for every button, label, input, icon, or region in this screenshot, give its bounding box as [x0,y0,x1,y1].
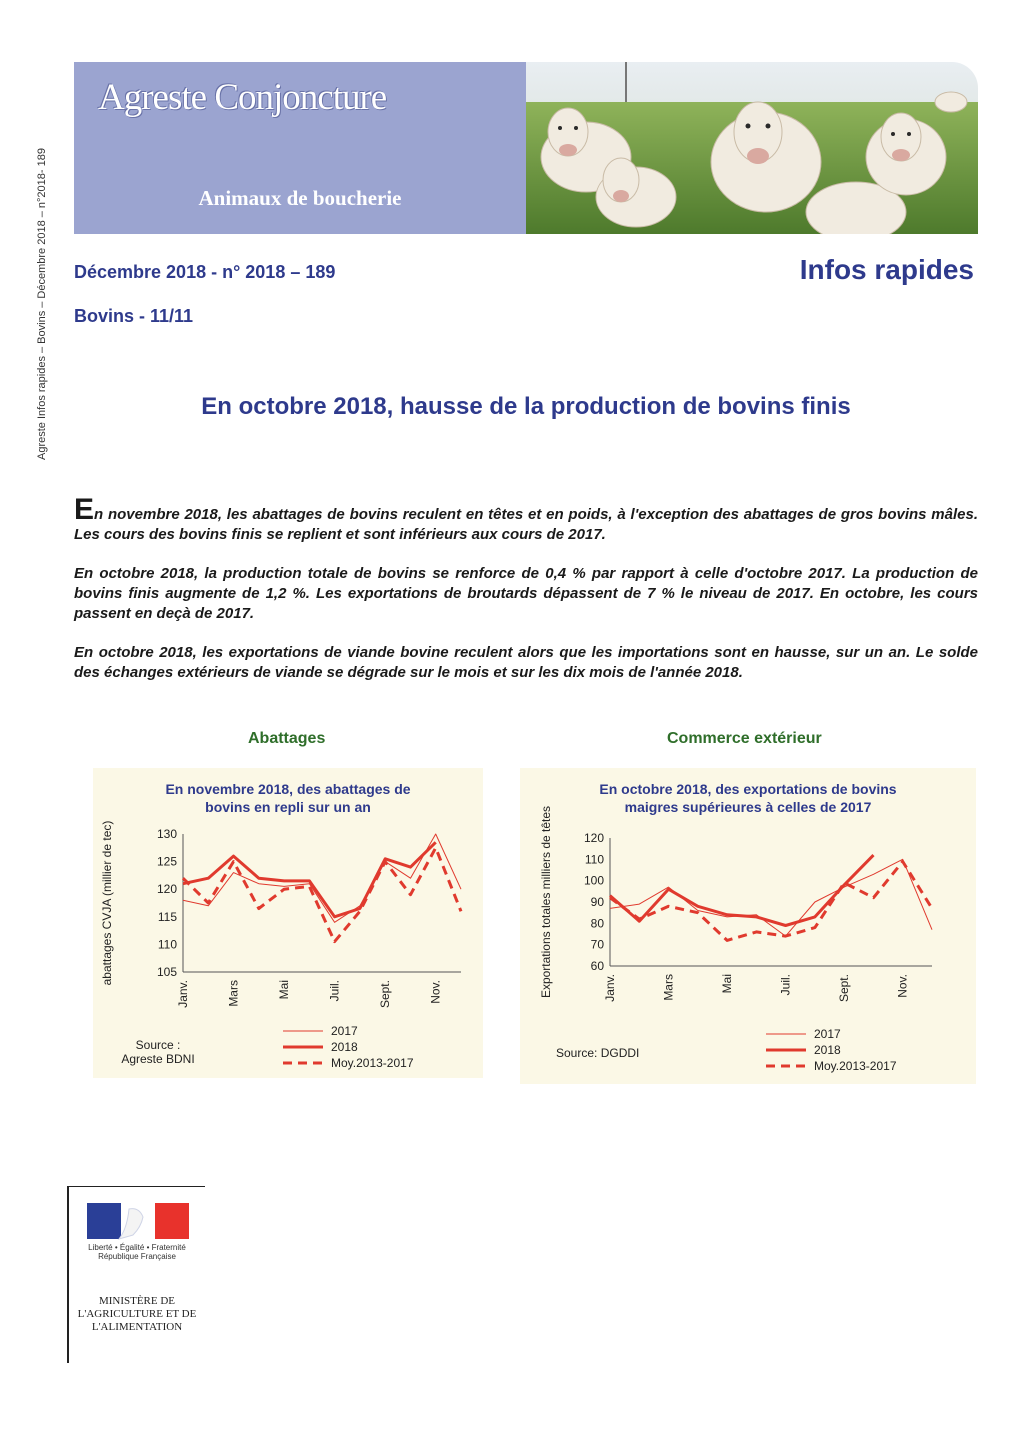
x-tick-label: Sept. [837,974,852,1003]
publication-label: Infos rapides [799,254,974,285]
y-tick-label: 80 [590,916,604,931]
legend-label: 2017 [331,1024,358,1038]
side-running-title: Agreste Infos rapides – Bovins – Décembre 2018 – n°2018- 189 [36,148,48,460]
y-tick-label: 90 [590,895,604,909]
chart-source: Source: DGDDI [556,1046,640,1060]
paragraph-3: En octobre 2018, les exportations de viande bovine reculent alors que les importations sont en hausse, sur un an. Le solde des échanges extérieurs de viande se dégrade sur le mois et sur les dix mois de l'année 2018. [74,644,978,681]
section-title-abattages: Abattages [248,730,326,747]
header-banner [74,62,978,234]
y-tick-label: 125 [156,854,177,869]
legend-label: 2018 [331,1040,358,1054]
paragraph-2: En octobre 2018, la production totale de bovins se renforce de 0,4 % par rapport à celle d'octobre 2017. La production de bovins finis augmente de 1,2 %. Les exportations de broutards dépassent de 7 % le niveau de 2017. En octobre, les cours passent en deçà de 2017. [74,565,978,622]
page-headline: En octobre 2018, hausse de la production de bovins finis [201,393,851,420]
chart-commerce [520,768,976,1084]
y-tick-label: 120 [583,831,604,845]
x-tick-label: Nov. [428,980,443,1004]
y-tick-label: 120 [156,882,177,897]
x-tick-label: Nov. [895,974,910,998]
summary-text [74,493,978,702]
y-tick-label: 110 [584,852,604,867]
x-tick-label: Juil. [327,980,342,1002]
paragraph-1-text: n novembre 2018, les abattages de bovins reculent en têtes et en poids, à l'exception des abattages de gros bovins mâles. Les cours des bovins finis se replient et sont inférieurs aux cours de 2017. [74,506,978,543]
cattle-photo [526,62,978,234]
legend-label: 2018 [814,1043,841,1057]
chart-abattages [93,768,483,1078]
y-tick-label: 130 [156,827,177,841]
y-axis-label: abattages CVJA (millier de tec) [100,820,114,986]
x-tick-label: Mars [661,974,676,1001]
y-tick-label: 110 [157,937,177,952]
x-tick-label: Janv. [603,974,617,1002]
logo-ministry-name: MINISTÈRE DE L'AGRICULTURE ET DE L'ALIMENTATION [77,1295,197,1333]
paragraph-1 [74,493,978,545]
drop-cap: E [74,493,95,526]
series-line-2017 [610,859,932,936]
logo-motto: Liberté • Égalité • Fraternité [88,1243,186,1252]
x-tick-label: Mai [720,974,735,994]
y-tick-label: 105 [156,965,177,979]
chart-title: En novembre 2018, des abattages de bovins en repli sur un an [165,781,411,815]
chart-svg [93,768,483,1078]
x-tick-label: Sept. [378,980,393,1009]
section-title-commerce: Commerce extérieur [667,730,822,747]
chart-source: Source : Agreste BDNI [121,1038,195,1066]
y-tick-label: 100 [583,873,604,888]
ministry-logo [67,1186,205,1363]
legend-label: Moy.2013-2017 [814,1059,897,1073]
series-label: Bovins - 11/11 [74,306,194,326]
x-tick-label: Mars [226,980,241,1007]
brand-subtitle: Animaux de boucherie [198,186,402,210]
logo-republic: République Française [98,1252,176,1261]
banner-title-panel [74,62,526,234]
legend-label: 2017 [814,1027,841,1041]
y-axis-label: Exportations totales milliers de têtes [539,805,553,999]
legend-label: Moy.2013-2017 [331,1056,414,1070]
x-tick-label: Mai [277,980,292,1000]
chart-svg [520,768,976,1084]
x-tick-label: Janv. [176,980,190,1008]
chart-title: En octobre 2018, des exportations de bovins maigres supérieures à celles de 2017 [599,781,897,815]
x-tick-label: Juil. [778,974,793,996]
issue-date-number: Décembre 2018 - n° 2018 – 189 [74,262,336,282]
brand-title: Agreste Conjoncture [98,77,387,118]
logo-motto-republic [77,1243,197,1261]
y-tick-label: 60 [590,959,604,973]
y-tick-label: 115 [157,909,177,924]
y-tick-label: 70 [590,937,604,952]
